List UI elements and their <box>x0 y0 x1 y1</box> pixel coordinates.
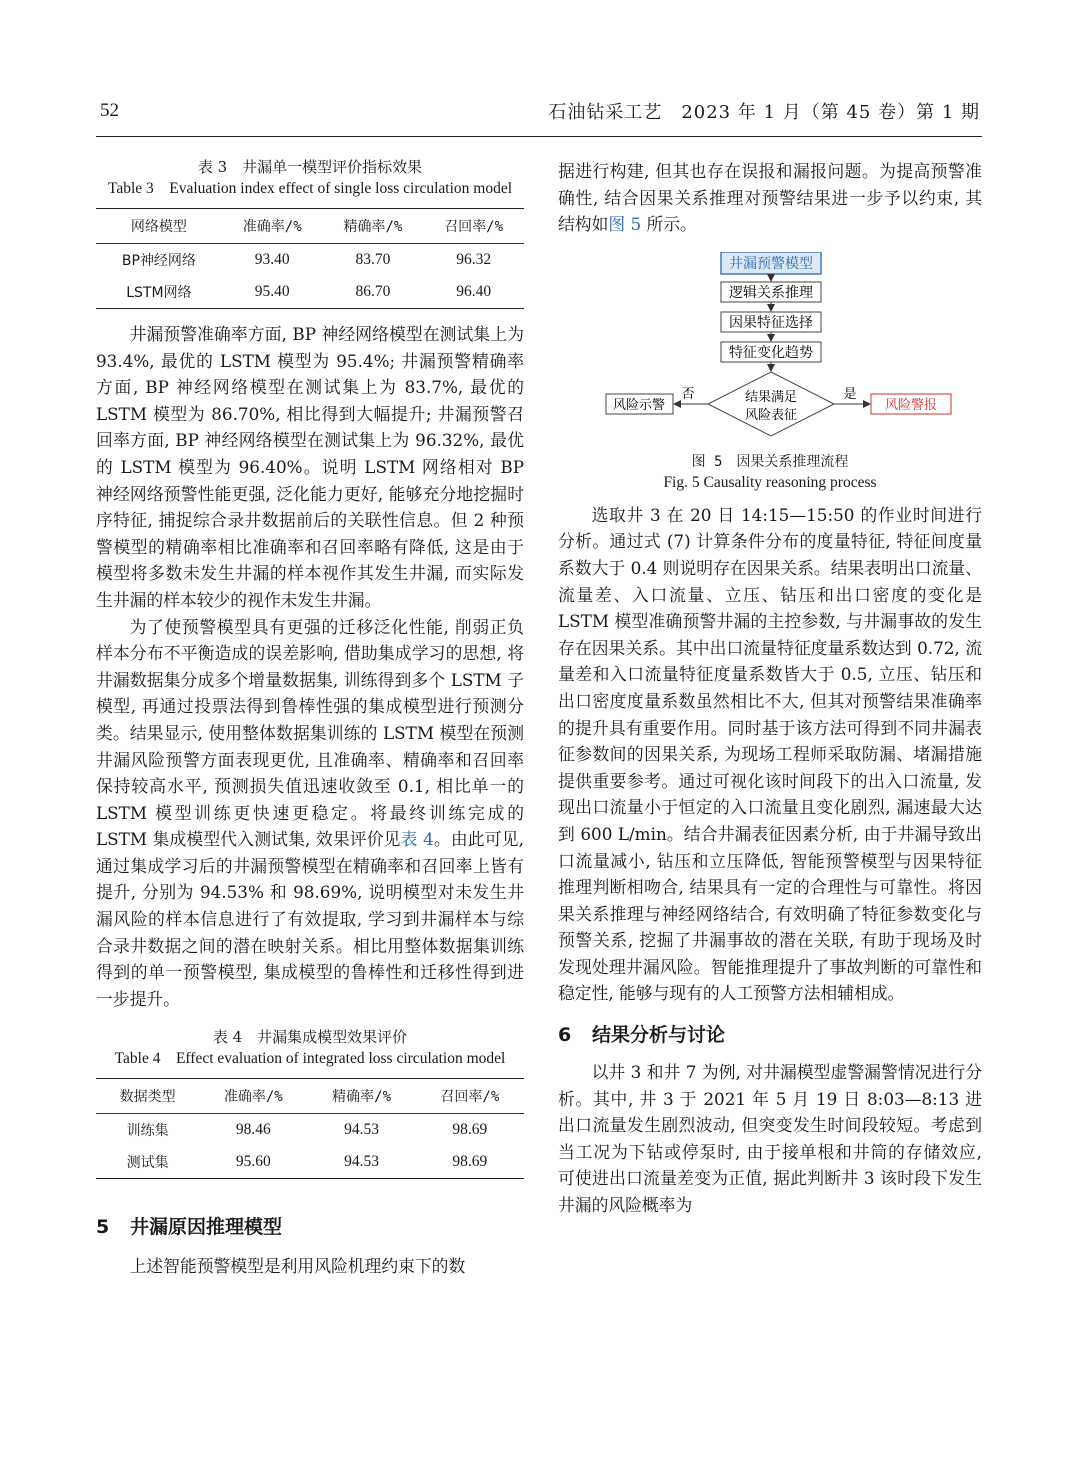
flowchart-svg <box>558 252 982 452</box>
table4-caption-en: Table 4 Effect evaluation of integrated loss circulation model <box>114 1050 506 1068</box>
node-logic-reasoning-label: 逻辑关系推理 <box>729 284 813 301</box>
label-no: 否 <box>681 386 695 402</box>
table3-caption-en: Table 3 Evaluation index effect of single loss circulation model <box>107 180 513 197</box>
journal-info: 石油钻采工艺 2023 年 1 月（第 45 卷）第 1 期 <box>548 102 980 123</box>
table-cell: 93.40 <box>254 251 290 268</box>
page-header <box>96 96 982 137</box>
figure5-caption-en: Fig. 5 Causality reasoning process <box>663 473 877 491</box>
table-cell: 96.40 <box>456 283 492 300</box>
paragraph-text: 据进行构建, 但其也存在误报和漏报问题。为提高预警准确性, 结合因果关系推理对预警结果进一步予以约束, 其结构如 <box>558 161 982 235</box>
node-warning-model-label: 井漏预警模型 <box>729 255 813 272</box>
section-number: 6 <box>558 1024 572 1047</box>
paragraph-text: 所示。 <box>641 214 697 235</box>
table-header-row <box>96 209 524 244</box>
paragraph: 上述智能预警模型是利用风险机理约束下的数 <box>129 1256 466 1277</box>
paragraph <box>96 614 524 1013</box>
table-cell: 96.32 <box>456 251 492 268</box>
node-risk-alarm-label: 风险警报 <box>884 397 938 413</box>
table-cell: 95.40 <box>254 283 290 300</box>
paragraph-text: 。由此可见, 通过集成学习后的井漏预警模型在精确率和召回率上皆有提升, 分别为 94.53% 和 98.69%, 说明模型对未发生井漏风险的样本信息进行了有效提取, 学习到井漏样本与综合录井数据之间的潜在映射关系。相比用整体数据集训练得到的单一预警模型, 集成模型的鲁棒性和迁移性得到进一步提升。 <box>96 829 524 1009</box>
table-cell: 98.69 <box>452 1121 488 1139</box>
table4 <box>96 1078 524 1179</box>
figure5-caption-cn: 图 5 因果关系推理流程 <box>691 453 849 470</box>
node-decision-line2: 风险表征 <box>744 407 798 423</box>
table-header-cell: 召回率/% <box>444 219 504 235</box>
table3-caption-cn: 表 3 井漏单一模型评价指标效果 <box>197 158 423 176</box>
paragraph: 井漏预警准确率方面, BP 神经网络模型在测试集上为 93.4%, 最优的 LSTM 模型为 95.4%; 井漏预警精确率方面, BP 神经网络模型在测试集上为 83.7%, 最优的 LSTM 模型为 86.70%, 相比得到大幅提升; 井漏预警召回率方面, BP 神经网络模型在测试集上为 96.32%, 最优的 LSTM 模型为 96.40%。说明 LSTM 网络相对 BP 神经网络预警性能更强, 泛化能力更好, 能够充分地挖掘时序特征, 捕捉综合录井数据前后的关联性信息。但 2 种预警模型的精确率相比准确率和召回率略有降低, 这是由于模型将多数未发生井漏的样本视作其发生井漏, 而实际发生井漏的样本较少的视作未发生井漏。 <box>96 324 524 610</box>
label-yes: 是 <box>843 386 857 402</box>
node-feature-trend-label: 特征变化趋势 <box>729 344 813 361</box>
table-header-cell: 准确率/% <box>223 1089 283 1106</box>
paragraph: 以井 3 和井 7 为例, 对井漏模型虚警漏警情况进行分析。其中, 井 3 于 2021 年 5 月 19 日 8:03—8:13 进出口流量发生剧烈波动, 但突变发生时间段较短。考虑到当工况为下钻或停泵时, 由于接单根和井筒的存储效应, 可使进出口流量差变为正值, 据此判断井 3 该时段下发生井漏的风险概率为 <box>558 1062 982 1216</box>
node-causal-selection-label: 因果特征选择 <box>729 314 813 331</box>
table-header-row <box>96 1079 524 1114</box>
table-cell: 95.60 <box>235 1153 271 1171</box>
figure5-link[interactable]: 图 5 <box>608 214 642 235</box>
table-cell: LSTM网络 <box>126 285 192 301</box>
table-header-cell: 精确率/% <box>343 219 403 235</box>
table4-caption-cn: 表 4 井漏集成模型效果评价 <box>212 1028 408 1047</box>
table-cell: 98.69 <box>452 1153 488 1171</box>
table-cell: 测试集 <box>126 1155 169 1172</box>
node-decision-line1: 结果满足 <box>744 389 798 405</box>
table-header-cell: 网络模型 <box>130 219 187 235</box>
table-row <box>96 1146 524 1179</box>
section-title: 井漏原因推理模型 <box>130 1216 283 1239</box>
table-row <box>96 1114 524 1147</box>
section-title: 结果分析与讨论 <box>592 1024 726 1047</box>
table-cell: 98.46 <box>235 1121 271 1139</box>
paragraph-text: 为了使预警模型具有更强的迁移泛化性能, 削弱正负样本分布不平衡造成的误差影响, 借助集成学习的思想, 将井漏数据集分成多个增量数据集, 训练得到多个 LSTM 子模型, 再通过投票法得到鲁棒性强的集成模型进行预测分类。结果显示, 使用整体数据集训练的 LSTM 模型在预测井漏风险预警方面表现更优, 且准确率、精确率和召回率保持较高水平, 预测损失值迅速收敛至 0.1, 相比单一的 LSTM 模型训练更快速更稳定。将最终训练完成的 LSTM 集成模型代入测试集, 效果评价见 <box>96 616 524 850</box>
paragraph: 选取井 3 在 20 日 14:15—15:50 的作业时间进行分析。通过式 (7) 计算条件分布的度量特征, 特征间度量系数大于 0.4 则说明存在因果关系。结果表明出口流量、流量差、入口流量、立压、钻压和出口密度的变化是 LSTM 模型准确预警井漏的主控参数, 与井漏事故的发生存在因果关系。其中出口流量特征度量系数达到 0.72, 流量差和入口流量特征度量系数皆大于 0.5, 立压、钻压和出口密度度量系数虽然相比不大, 但其对预警结果准确率的提升具有重要作用。同时基于该方法可得到不同井漏表征参数间的因果关系, 为现场工程师采取防漏、堵漏措施提供重要参考。通过可视化该时间段下的出入口流量, 发现出口流量小于恒定的入口流量且变化剧烈, 漏速最大达到 600 L/min。结合井漏表征因素分析, 由于井漏导致出口流量减小, 钻压和立压降低, 智能预警模型与因果特征推理判断相吻合, 结果具有一定的合理性与可靠性。将因果关系推理与神经网络结合, 有效明确了特征参数变化与预警关系, 挖掘了井漏事故的潜在关联, 有助于现场及时发现处理井漏风险。智能推理提升了事故判断的可靠性和稳定性, 能够与现有的人工预警方法相辅相成。 <box>558 504 982 1004</box>
section-number: 5 <box>96 1216 110 1239</box>
table-row <box>96 244 524 277</box>
table-cell: 83.70 <box>355 251 391 268</box>
left-column <box>96 150 524 1280</box>
section-5-heading <box>96 1213 524 1241</box>
page-number: 52 <box>100 100 119 121</box>
table-cell: 训练集 <box>126 1123 169 1140</box>
node-risk-hint-label: 风险示警 <box>612 397 666 413</box>
table-cell: 94.53 <box>344 1153 379 1171</box>
table-cell: 86.70 <box>355 283 391 300</box>
table-header-cell: 数据类型 <box>119 1089 176 1106</box>
figure5-flowchart <box>558 252 982 452</box>
table-header-cell: 准确率/% <box>242 219 302 235</box>
table-cell: 94.53 <box>344 1121 379 1139</box>
right-column <box>558 158 982 1219</box>
section-6-heading <box>558 1021 982 1049</box>
table-cell: BP神经网络 <box>121 253 196 269</box>
table3 <box>96 208 524 309</box>
table4-link[interactable]: 表 4 <box>400 829 434 850</box>
table-header-cell: 精确率/% <box>332 1089 391 1106</box>
paragraph <box>558 158 982 238</box>
table-row <box>96 276 524 309</box>
table-header-cell: 召回率/% <box>440 1089 500 1106</box>
